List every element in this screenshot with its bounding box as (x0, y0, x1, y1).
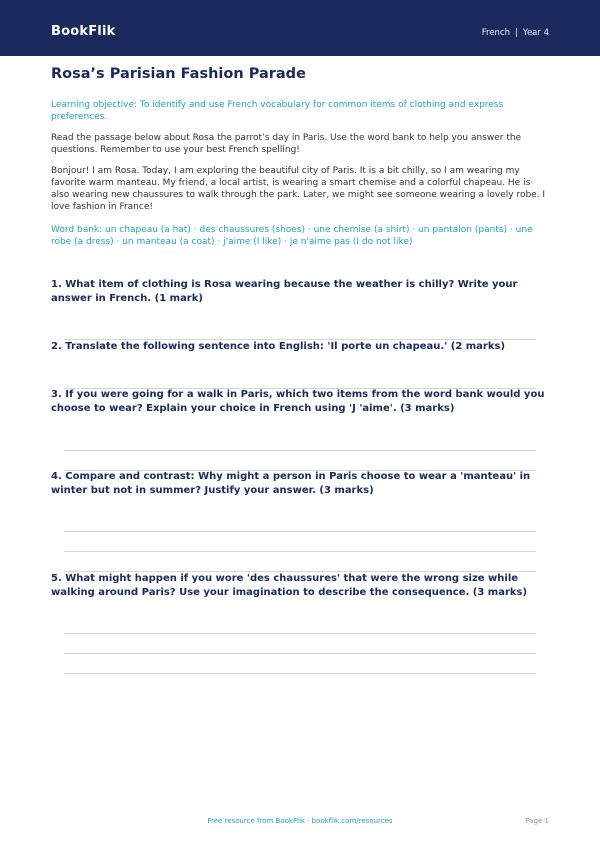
answer-line[interactable] (64, 633, 536, 634)
page-header (0, 0, 600, 56)
page-title: Rosa’s Parisian Fashion Parade (51, 66, 306, 82)
question-2: 2. Translate the following sentence into English: 'Il porte un chapeau.' (2 marks) (51, 341, 506, 352)
learning-objective: Learning objective: To identify and use French vocabulary for common items of clothing and express preferences. (51, 100, 504, 122)
answer-line[interactable] (64, 653, 536, 654)
word-bank: Word bank: un chapeau (a hat) · des chaussures (shoes) · une chemise (a shirt) · un pantalon (pants) · une robe (a dress) · un manteau (a coat) · j'aime (I like) · je n'aime pas (I do not like) (51, 225, 533, 247)
subject-meta (482, 28, 549, 38)
answer-line[interactable] (64, 450, 536, 451)
meta-separator: | (515, 28, 518, 38)
answer-line[interactable] (64, 531, 536, 532)
question-5: 5. What might happen if you wore 'des chaussures' that were the wrong size while walking around Paris? Use your imagination to describe the consequence. (3 marks) (51, 573, 528, 598)
brand-logo: BookFlik (51, 24, 116, 39)
instructions: Read the passage below about Rosa the parrot’s day in Paris. Use the word bank to help you answer the questions. Remember to use your best French spelling! (51, 133, 522, 155)
subject-label: French (481, 28, 511, 38)
question-1: 1. What item of clothing is Rosa wearing because the weather is chilly? Write your answer in French. (1 mark) (51, 279, 518, 304)
reading-passage: Bonjour! I am Rosa. Today, I am exploring the beautiful city of Paris. It is a bit chilly, so I am wearing my favorite warm manteau. My friend, a local artist, is wearing a smart chemise and a colorful chapeau. He is also wearing new chaussures to walk through the park. Later, we might see someone wearing a lovely robe. I love fashion in France! (51, 166, 546, 212)
question-3: 3. If you were going for a walk in Paris, which two items from the word bank would you choose to wear? Explain your choice in French using 'J 'aime'. (3 marks) (51, 389, 545, 414)
worksheet-intro (51, 64, 549, 248)
year-label: Year 4 (522, 28, 549, 38)
footer-credit: Free resource from BookFlik · bookflik.com/resources (207, 817, 393, 825)
answer-line[interactable] (64, 673, 536, 674)
page-number: Page 1 (525, 817, 549, 825)
answer-line[interactable] (64, 551, 536, 552)
question-4: 4. Compare and contrast: Why might a person in Paris choose to wear a 'manteau' in winter but not in summer? Justify your answer. (3 marks) (51, 471, 531, 496)
